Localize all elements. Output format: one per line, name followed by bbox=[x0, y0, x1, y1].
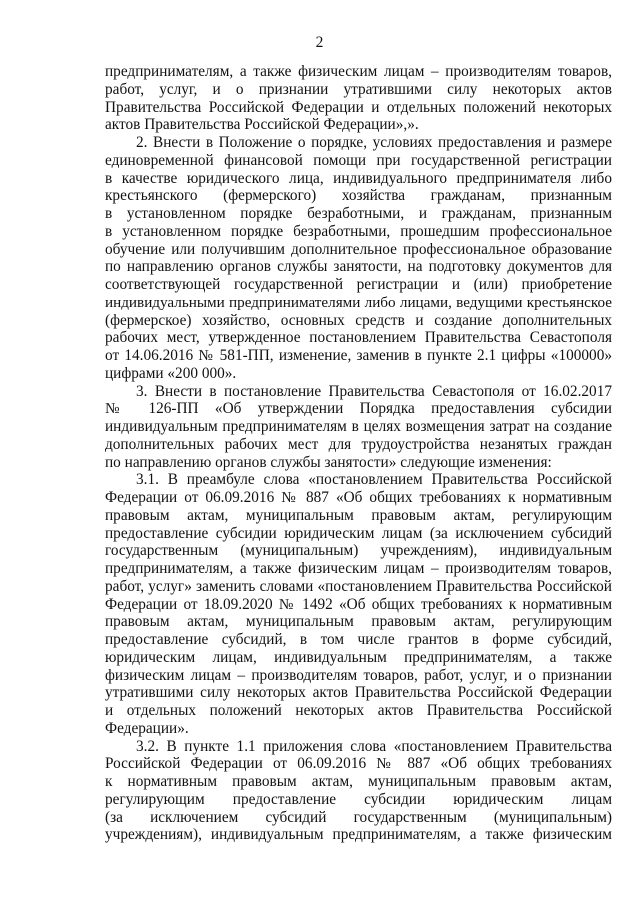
text-line: предоставление субсидий, в том числе грантов в форме субсидий, bbox=[105, 631, 612, 648]
text-line: (фермерское) хозяйство, основных средств и создание дополнительных bbox=[105, 311, 612, 329]
text-line: обучение или получившим дополнительное профессиональное образование bbox=[105, 240, 612, 258]
text-line: Федерации от 06.09.2016 № 887 «Об общих требованиях к нормативным bbox=[105, 489, 612, 506]
text-line: дополнительных рабочих мест для трудоустройства незанятых граждан bbox=[105, 435, 612, 453]
text-line: Федерации». bbox=[105, 719, 189, 737]
text-line: юридическим лицам, индивидуальным предпринимателям, а также bbox=[105, 648, 612, 666]
text-line: крестьянского (фермерского) хозяйства гражданам, признанным bbox=[105, 187, 612, 205]
text-line: предоставление субсидии юридическим лицам (за исключением субсидий bbox=[105, 524, 612, 542]
text-line: работ, услуг» заменить словами «постановлением Правительства Российской bbox=[105, 577, 612, 595]
text-line: физическим лицам – производителям товаров, работ, услуг, и о признании bbox=[105, 666, 612, 684]
text-line: Федерации от 18.09.2020 № 1492 «Об общих требованиях к нормативным bbox=[105, 595, 612, 613]
text-line: Российской Федерации от 06.09.2016 № 887 «Об общих требованиях bbox=[105, 755, 612, 773]
text-line: утратившими силу некоторых актов Правительства Российской Федерации bbox=[105, 684, 612, 702]
text-line: цифрами «200 000». bbox=[105, 364, 237, 382]
text-line: (за исключением субсидий государственным (муниципальным) bbox=[105, 808, 612, 826]
text-line: рабочих мест, утвержденное постановлением Правительства Севастополя bbox=[105, 329, 612, 347]
text-line: регулирующим предоставление субсидии юридическим лицам bbox=[105, 790, 612, 808]
text-line: и отдельных положений некоторых актов Правительства Российской bbox=[105, 702, 612, 719]
text-line: по направлению органов службы занятости» следующие изменения: bbox=[105, 453, 552, 471]
text-line: предпринимателям, а также физическим лицам – производителям товаров, bbox=[105, 63, 612, 80]
text-line: 3.1. В преамбуле слова «постановлением Правительства Российской bbox=[136, 471, 612, 489]
text-line: единовременной финансовой помощи при государственной регистрации bbox=[105, 151, 612, 169]
page-number: 2 bbox=[315, 34, 324, 51]
text-line: актов Правительства Российской Федерации»,». bbox=[105, 116, 419, 134]
text-line: от 14.06.2016 № 581-ПП, изменение, заменив в пункте 2.1 цифры «100000» bbox=[105, 347, 612, 364]
text-line: в установленном порядке безработными, и гражданам, признанным bbox=[105, 205, 612, 222]
text-line: 3.2. В пункте 1.1 приложения слова «постановлением Правительства bbox=[136, 737, 612, 755]
text-line: индивидуальными предпринимателями либо лицами, ведущими крестьянское bbox=[105, 293, 612, 311]
text-line: индивидуальным предпринимателям в целях возмещения затрат на создание bbox=[105, 418, 612, 435]
text-line: правовым актам, муниципальным правовым актам, регулирующим bbox=[105, 613, 612, 631]
text-line: учреждениям), индивидуальным предпринимателям, а также физическим bbox=[105, 826, 612, 844]
text-line: 2. Внести в Положение о порядке, условиях предоставления и размере bbox=[136, 134, 612, 151]
document-body bbox=[105, 63, 612, 844]
text-line: в установленном порядке безработными, прошедшим профессиональное bbox=[105, 222, 612, 240]
text-line: правовым актам, муниципальным правовым актам, регулирующим bbox=[105, 506, 612, 524]
text-line: в качестве юридического лица, индивидуального предпринимателя либо bbox=[105, 169, 612, 187]
text-line: по направлению органов службы занятости, на подготовку документов для bbox=[105, 258, 612, 276]
text-line: к нормативным правовым актам, муниципальным правовым актам, bbox=[105, 773, 612, 790]
text-line: 3. Внести в постановление Правительства Севастополя от 16.02.2017 bbox=[136, 382, 612, 400]
text-line: соответствующей государственной регистрации и (или) приобретение bbox=[105, 276, 612, 293]
text-line: предпринимателям, а также физическим лицам – производителям товаров, bbox=[105, 560, 612, 577]
text-line: государственным (муниципальным) учреждениям), индивидуальным bbox=[105, 542, 612, 560]
text-line: № 126-ПП «Об утверждении Порядка предоставления субсидии bbox=[105, 400, 612, 418]
text-line: Правительства Российской Федерации и отдельных положений некоторых bbox=[105, 98, 612, 116]
text-line: работ, услуг, и о признании утратившими силу некоторых актов bbox=[105, 80, 612, 98]
